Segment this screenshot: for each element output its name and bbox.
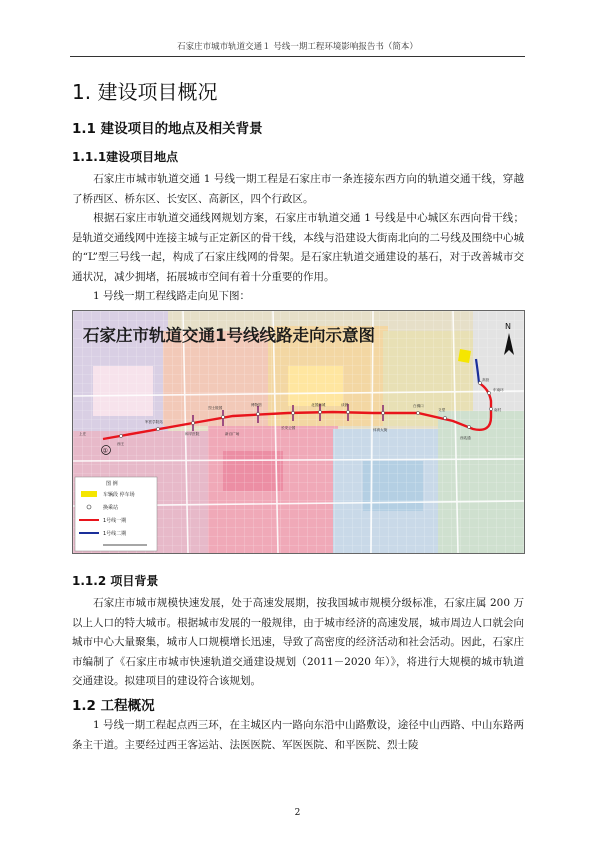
- station-label: 西兆通: [460, 436, 471, 440]
- depot-east-icon: [458, 349, 471, 363]
- legend-title: 图 例: [106, 481, 118, 487]
- section-heading-1-1-2: 1.1.2 项目背景: [72, 574, 159, 588]
- section-heading-1-1: 1.1 建设项目的地点及相关背景: [72, 121, 263, 137]
- paragraph-background: [72, 594, 524, 692]
- station-label: 白佛口: [413, 404, 424, 408]
- legend-label: 1号线二期: [103, 531, 127, 537]
- section-heading-1-2: 1.2 工程概况: [72, 698, 155, 714]
- paragraph-figure-intro-text: 1 号线一期工程线路走向见下图：: [93, 290, 251, 302]
- station-label: 东南环: [493, 388, 504, 392]
- chapter-title: 1. 建设项目概况: [72, 80, 218, 104]
- north-label: N: [505, 322, 511, 331]
- paragraph-background-text: 石家庄市城市规模快速发展，处于高速发展期，按我国城市规模分级标准，石家庄属 200 万以上人口的特大城市。根据城市发展的一般规律，由于城市经济的高速发展，城市周边人口就会向城市中心大量聚集，城市人口规模增长迅速，导致了高密度的经济活动和社会活动。因此，石家庄市编制了《石家庄市城市快速轨道交通建设规划（2011－2020 年）》，将进行大规模的城市轨道交通建设。拟建项目的建设符合该规划。: [72, 597, 524, 687]
- route-map-figure: [72, 310, 525, 554]
- station-label: 军医学院站: [145, 420, 163, 424]
- page-number: 2: [294, 808, 301, 818]
- map-title: 石家庄市轨道交通1号线线路走向示意图: [83, 326, 375, 345]
- running-header: 石家庄市城市轨道交通１ 号线一期工程环境影响报告书（简本）: [177, 42, 418, 52]
- paragraph-overview: [72, 716, 524, 755]
- station-label: 烈士陵园: [208, 406, 223, 410]
- station-label: 新百广场: [225, 432, 240, 436]
- paragraph-figure-intro: [72, 287, 524, 307]
- paragraph-network-plan-text: 根据石家庄市轨道交通线网规划方案，石家庄市轨道交通 1 号线是中心城区东西向骨干线；是轨道交通线网中连接主城与正定新区的骨干线，本线与沿建设大街南北向的二号线及围绕中心城的“L”型三号线一起，构成了石家庄线网的骨架。是石家庄轨道交通建设的基石，对于改善城市交通状况，减少拥堵，拓展城市空间有着十分重要的作用。: [72, 212, 524, 283]
- paragraph-network-plan: [72, 209, 524, 287]
- route-map-svg: [73, 311, 524, 553]
- map-legend: [75, 477, 157, 551]
- legend-label: 车辆段 停车场: [103, 492, 135, 498]
- station-label: 西王: [117, 442, 125, 446]
- station-label: 义堂: [438, 408, 446, 412]
- section-heading-1-1-1: 1.1.1建设项目地点: [72, 150, 179, 164]
- circle-label: ①: [102, 447, 108, 455]
- paragraph-overview-text: 1 号线一期工程起点西三环，在主城区内一路向东沿中山路敷设，途径中山西路、中山东路两条主干道。主要经过西王客运站、法医医院、军医医院、和平医院、烈士陵: [72, 719, 524, 751]
- station-label: 博物馆: [251, 403, 262, 407]
- paragraph-location-text: 石家庄市城市轨道交通 1 号线一期工程是石家庄市一条连接东西方向的轨道交通干线，穿越了桥西区、桥东区、长安区、高新区，四个行政区。: [72, 173, 524, 205]
- station-label: 体育大街: [373, 428, 388, 432]
- legend-transfer-icon: [87, 505, 91, 509]
- legend-label: 换乘站: [103, 505, 119, 511]
- legend-label: 1号线一期: [103, 518, 127, 524]
- paragraph-location: [72, 170, 524, 209]
- legend-depot-swatch: [81, 491, 97, 497]
- station-label: 南村: [494, 408, 502, 412]
- header-rule: [70, 56, 525, 57]
- station-label: 和平医院: [185, 432, 200, 436]
- station-label: 高营: [482, 378, 490, 382]
- station-label: 长安公园: [281, 426, 296, 430]
- station-label: 谈固: [341, 403, 349, 407]
- station-label: 北国商城: [311, 403, 326, 407]
- start-label: 上庄: [79, 432, 87, 436]
